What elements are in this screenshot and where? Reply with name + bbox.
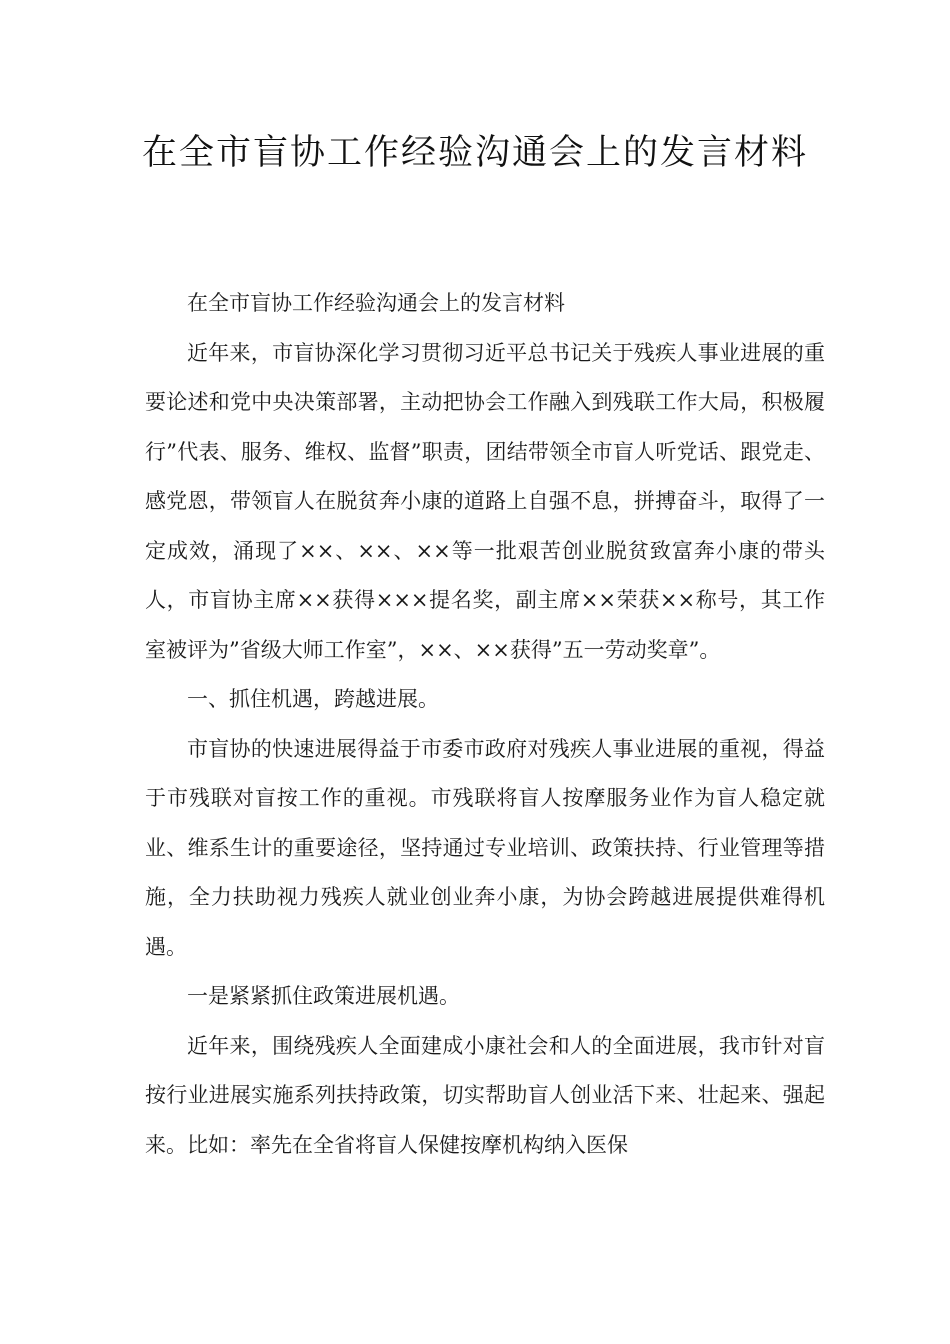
section-paragraph: 市盲协的快速进展得益于市委市政府对残疾人事业进展的重视，得益于市残联对盲按工作的重视。市残联将盲人按摩服务业作为盲人稳定就业、维系生计的重要途径，坚持通过专业培训、政策扶持、行业管理等措施，全力扶助视力残疾人就业创业奔小康，为协会跨越进展提供难得机遇。 bbox=[145, 736, 825, 959]
subsection-paragraph: 近年来，围绕残疾人全面建成小康社会和人的全面进展，我市针对盲按行业进展实施系列扶持政策，切实帮助盲人创业活下来、壮起来、强起来。比如：率先在全省将盲人保健按摩机构纳入医保 bbox=[145, 1033, 825, 1157]
subtitle-paragraph: 在全市盲协工作经验沟通会上的发言材料 bbox=[187, 291, 565, 315]
document-body bbox=[145, 279, 825, 1170]
subsection-heading: 一是紧紧抓住政策进展机遇。 bbox=[187, 984, 460, 1008]
intro-paragraph: 近年来，市盲协深化学习贯彻习近平总书记关于残疾人事业进展的重要论述和党中央决策部署，主动把协会工作融入到残联工作大局，积极履行”代表、服务、维权、监督”职责，团结带领全市盲人听党话、跟党走、感党恩，带领盲人在脱贫奔小康的道路上自强不息，拼搏奋斗，取得了一定成效，涌现了××、××、××等一批艰苦创业脱贫致富奔小康的带头人，市盲协主席××获得×××提名奖，副主席××荣获××称号，其工作室被评为”省级大师工作室”，××、××获得”五一劳动奖章”。 bbox=[145, 340, 825, 662]
section-heading: 一、抓住机遇，跨越进展。 bbox=[187, 687, 439, 711]
document-title: 在全市盲协工作经验沟通会上的发言材料 bbox=[141, 133, 808, 173]
